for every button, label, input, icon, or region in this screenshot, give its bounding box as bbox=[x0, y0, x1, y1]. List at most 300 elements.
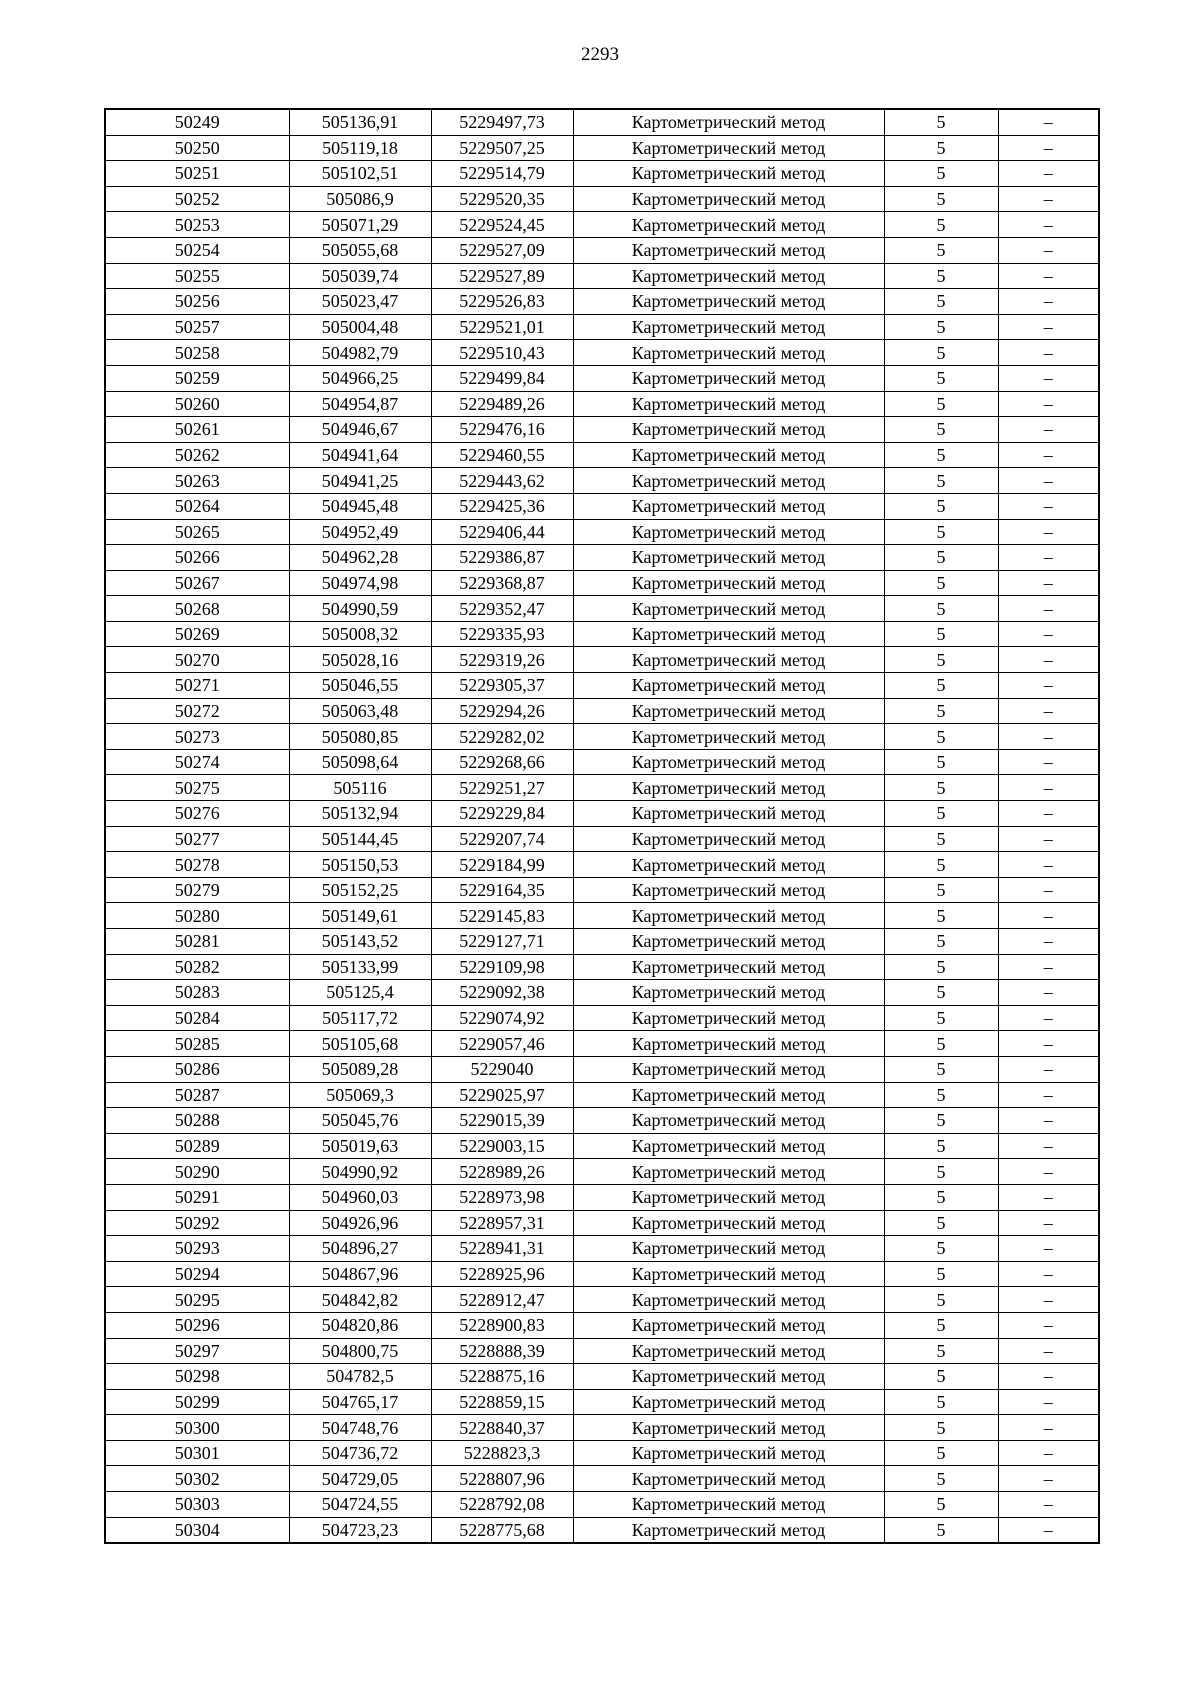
y-coordinate-cell: 5228900,83 bbox=[431, 1312, 573, 1338]
y-coordinate-cell: 5229520,35 bbox=[431, 186, 573, 212]
point-number-cell: 50291 bbox=[105, 1184, 289, 1210]
table-row bbox=[105, 1031, 1099, 1057]
accuracy-cell: 5 bbox=[884, 1517, 998, 1543]
point-number-cell: 50281 bbox=[105, 929, 289, 955]
table-row bbox=[105, 1184, 1099, 1210]
x-coordinate-cell: 504974,98 bbox=[289, 570, 431, 596]
x-coordinate-cell: 504990,59 bbox=[289, 596, 431, 622]
table-row bbox=[105, 1364, 1099, 1390]
accuracy-cell: 5 bbox=[884, 519, 998, 545]
point-number-cell: 50269 bbox=[105, 621, 289, 647]
description-cell: – bbox=[998, 1159, 1099, 1185]
point-number-cell: 50297 bbox=[105, 1338, 289, 1364]
point-number-cell: 50278 bbox=[105, 852, 289, 878]
table-row bbox=[105, 980, 1099, 1006]
x-coordinate-cell: 505133,99 bbox=[289, 954, 431, 980]
y-coordinate-cell: 5228807,96 bbox=[431, 1466, 573, 1492]
y-coordinate-cell: 5229040 bbox=[431, 1056, 573, 1082]
y-coordinate-cell: 5229305,37 bbox=[431, 673, 573, 699]
description-cell: – bbox=[998, 417, 1099, 443]
method-cell: Картометрический метод bbox=[573, 391, 884, 417]
method-cell: Картометрический метод bbox=[573, 1159, 884, 1185]
y-coordinate-cell: 5229521,01 bbox=[431, 314, 573, 340]
accuracy-cell: 5 bbox=[884, 391, 998, 417]
point-number-cell: 50286 bbox=[105, 1056, 289, 1082]
y-coordinate-cell: 5228775,68 bbox=[431, 1517, 573, 1543]
table-row bbox=[105, 519, 1099, 545]
table-row bbox=[105, 673, 1099, 699]
description-cell: – bbox=[998, 1031, 1099, 1057]
accuracy-cell: 5 bbox=[884, 1389, 998, 1415]
x-coordinate-cell: 505046,55 bbox=[289, 673, 431, 699]
point-number-cell: 50275 bbox=[105, 775, 289, 801]
point-number-cell: 50299 bbox=[105, 1389, 289, 1415]
description-cell: – bbox=[998, 1440, 1099, 1466]
description-cell: – bbox=[998, 493, 1099, 519]
accuracy-cell: 5 bbox=[884, 1082, 998, 1108]
x-coordinate-cell: 505143,52 bbox=[289, 929, 431, 955]
accuracy-cell: 5 bbox=[884, 1364, 998, 1390]
x-coordinate-cell: 504800,75 bbox=[289, 1338, 431, 1364]
table-row bbox=[105, 1312, 1099, 1338]
description-cell: – bbox=[998, 673, 1099, 699]
table-row bbox=[105, 135, 1099, 161]
method-cell: Картометрический метод bbox=[573, 493, 884, 519]
method-cell: Картометрический метод bbox=[573, 109, 884, 135]
method-cell: Картометрический метод bbox=[573, 749, 884, 775]
method-cell: Картометрический метод bbox=[573, 852, 884, 878]
accuracy-cell: 5 bbox=[884, 980, 998, 1006]
x-coordinate-cell: 504765,17 bbox=[289, 1389, 431, 1415]
x-coordinate-cell: 505045,76 bbox=[289, 1108, 431, 1134]
x-coordinate-cell: 504926,96 bbox=[289, 1210, 431, 1236]
table-row bbox=[105, 1440, 1099, 1466]
table-row bbox=[105, 929, 1099, 955]
accuracy-cell: 5 bbox=[884, 1261, 998, 1287]
method-cell: Картометрический метод bbox=[573, 1492, 884, 1518]
description-cell: – bbox=[998, 1133, 1099, 1159]
point-number-cell: 50261 bbox=[105, 417, 289, 443]
point-number-cell: 50295 bbox=[105, 1287, 289, 1313]
method-cell: Картометрический метод bbox=[573, 1466, 884, 1492]
accuracy-cell: 5 bbox=[884, 621, 998, 647]
y-coordinate-cell: 5229352,47 bbox=[431, 596, 573, 622]
point-number-cell: 50282 bbox=[105, 954, 289, 980]
accuracy-cell: 5 bbox=[884, 1287, 998, 1313]
y-coordinate-cell: 5228941,31 bbox=[431, 1236, 573, 1262]
accuracy-cell: 5 bbox=[884, 365, 998, 391]
table-row bbox=[105, 186, 1099, 212]
point-number-cell: 50254 bbox=[105, 237, 289, 263]
table-row bbox=[105, 749, 1099, 775]
method-cell: Картометрический метод bbox=[573, 1389, 884, 1415]
x-coordinate-cell: 504782,5 bbox=[289, 1364, 431, 1390]
accuracy-cell: 5 bbox=[884, 1005, 998, 1031]
point-number-cell: 50263 bbox=[105, 468, 289, 494]
x-coordinate-cell: 505055,68 bbox=[289, 237, 431, 263]
table-row bbox=[105, 1108, 1099, 1134]
accuracy-cell: 5 bbox=[884, 1415, 998, 1441]
point-number-cell: 50252 bbox=[105, 186, 289, 212]
accuracy-cell: 5 bbox=[884, 442, 998, 468]
accuracy-cell: 5 bbox=[884, 954, 998, 980]
description-cell: – bbox=[998, 1056, 1099, 1082]
accuracy-cell: 5 bbox=[884, 237, 998, 263]
method-cell: Картометрический метод bbox=[573, 314, 884, 340]
y-coordinate-cell: 5229145,83 bbox=[431, 903, 573, 929]
accuracy-cell: 5 bbox=[884, 647, 998, 673]
method-cell: Картометрический метод bbox=[573, 724, 884, 750]
x-coordinate-cell: 504729,05 bbox=[289, 1466, 431, 1492]
method-cell: Картометрический метод bbox=[573, 1031, 884, 1057]
y-coordinate-cell: 5228957,31 bbox=[431, 1210, 573, 1236]
point-number-cell: 50280 bbox=[105, 903, 289, 929]
accuracy-cell: 5 bbox=[884, 673, 998, 699]
x-coordinate-cell: 505019,63 bbox=[289, 1133, 431, 1159]
point-number-cell: 50253 bbox=[105, 212, 289, 238]
point-number-cell: 50272 bbox=[105, 698, 289, 724]
description-cell: – bbox=[998, 1108, 1099, 1134]
accuracy-cell: 5 bbox=[884, 1056, 998, 1082]
table-row bbox=[105, 647, 1099, 673]
point-number-cell: 50279 bbox=[105, 877, 289, 903]
table-row bbox=[105, 1133, 1099, 1159]
method-cell: Картометрический метод bbox=[573, 1440, 884, 1466]
x-coordinate-cell: 505098,64 bbox=[289, 749, 431, 775]
accuracy-cell: 5 bbox=[884, 775, 998, 801]
accuracy-cell: 5 bbox=[884, 801, 998, 827]
description-cell: – bbox=[998, 545, 1099, 571]
description-cell: – bbox=[998, 1492, 1099, 1518]
point-number-cell: 50270 bbox=[105, 647, 289, 673]
x-coordinate-cell: 505071,29 bbox=[289, 212, 431, 238]
method-cell: Картометрический метод bbox=[573, 954, 884, 980]
y-coordinate-cell: 5229229,84 bbox=[431, 801, 573, 827]
point-number-cell: 50273 bbox=[105, 724, 289, 750]
description-cell: – bbox=[998, 826, 1099, 852]
table-row bbox=[105, 314, 1099, 340]
y-coordinate-cell: 5229335,93 bbox=[431, 621, 573, 647]
table-row bbox=[105, 109, 1099, 135]
accuracy-cell: 5 bbox=[884, 314, 998, 340]
accuracy-cell: 5 bbox=[884, 724, 998, 750]
x-coordinate-cell: 505089,28 bbox=[289, 1056, 431, 1082]
description-cell: – bbox=[998, 1466, 1099, 1492]
method-cell: Картометрический метод bbox=[573, 1517, 884, 1543]
method-cell: Картометрический метод bbox=[573, 212, 884, 238]
method-cell: Картометрический метод bbox=[573, 186, 884, 212]
table-row bbox=[105, 698, 1099, 724]
point-number-cell: 50249 bbox=[105, 109, 289, 135]
table-row bbox=[105, 263, 1099, 289]
x-coordinate-cell: 505144,45 bbox=[289, 826, 431, 852]
accuracy-cell: 5 bbox=[884, 1133, 998, 1159]
method-cell: Картометрический метод bbox=[573, 1108, 884, 1134]
y-coordinate-cell: 5229092,38 bbox=[431, 980, 573, 1006]
y-coordinate-cell: 5229015,39 bbox=[431, 1108, 573, 1134]
y-coordinate-cell: 5229282,02 bbox=[431, 724, 573, 750]
table-row bbox=[105, 1236, 1099, 1262]
table-row bbox=[105, 391, 1099, 417]
method-cell: Картометрический метод bbox=[573, 1236, 884, 1262]
description-cell: – bbox=[998, 929, 1099, 955]
method-cell: Картометрический метод bbox=[573, 340, 884, 366]
x-coordinate-cell: 505132,94 bbox=[289, 801, 431, 827]
y-coordinate-cell: 5228823,3 bbox=[431, 1440, 573, 1466]
method-cell: Картометрический метод bbox=[573, 1261, 884, 1287]
method-cell: Картометрический метод bbox=[573, 545, 884, 571]
point-number-cell: 50289 bbox=[105, 1133, 289, 1159]
accuracy-cell: 5 bbox=[884, 1184, 998, 1210]
accuracy-cell: 5 bbox=[884, 903, 998, 929]
x-coordinate-cell: 504820,86 bbox=[289, 1312, 431, 1338]
description-cell: – bbox=[998, 1236, 1099, 1262]
description-cell: – bbox=[998, 161, 1099, 187]
point-number-cell: 50267 bbox=[105, 570, 289, 596]
method-cell: Картометрический метод bbox=[573, 263, 884, 289]
method-cell: Картометрический метод bbox=[573, 1210, 884, 1236]
table-row bbox=[105, 237, 1099, 263]
description-cell: – bbox=[998, 621, 1099, 647]
method-cell: Картометрический метод bbox=[573, 903, 884, 929]
point-number-cell: 50284 bbox=[105, 1005, 289, 1031]
table-row bbox=[105, 365, 1099, 391]
table-row bbox=[105, 1287, 1099, 1313]
method-cell: Картометрический метод bbox=[573, 1133, 884, 1159]
method-cell: Картометрический метод bbox=[573, 519, 884, 545]
accuracy-cell: 5 bbox=[884, 493, 998, 519]
point-number-cell: 50283 bbox=[105, 980, 289, 1006]
x-coordinate-cell: 505028,16 bbox=[289, 647, 431, 673]
x-coordinate-cell: 505023,47 bbox=[289, 289, 431, 315]
table-row bbox=[105, 852, 1099, 878]
method-cell: Картометрический метод bbox=[573, 442, 884, 468]
table-row bbox=[105, 621, 1099, 647]
table-row bbox=[105, 212, 1099, 238]
page-number: 2293 bbox=[581, 44, 619, 65]
accuracy-cell: 5 bbox=[884, 1492, 998, 1518]
y-coordinate-cell: 5229109,98 bbox=[431, 954, 573, 980]
table-row bbox=[105, 954, 1099, 980]
y-coordinate-cell: 5229514,79 bbox=[431, 161, 573, 187]
y-coordinate-cell: 5229003,15 bbox=[431, 1133, 573, 1159]
point-number-cell: 50304 bbox=[105, 1517, 289, 1543]
table-row bbox=[105, 1005, 1099, 1031]
accuracy-cell: 5 bbox=[884, 1159, 998, 1185]
point-number-cell: 50300 bbox=[105, 1415, 289, 1441]
accuracy-cell: 5 bbox=[884, 1466, 998, 1492]
x-coordinate-cell: 504842,82 bbox=[289, 1287, 431, 1313]
point-number-cell: 50285 bbox=[105, 1031, 289, 1057]
x-coordinate-cell: 505149,61 bbox=[289, 903, 431, 929]
x-coordinate-cell: 505080,85 bbox=[289, 724, 431, 750]
y-coordinate-cell: 5229507,25 bbox=[431, 135, 573, 161]
point-number-cell: 50251 bbox=[105, 161, 289, 187]
description-cell: – bbox=[998, 135, 1099, 161]
x-coordinate-cell: 504896,27 bbox=[289, 1236, 431, 1262]
description-cell: – bbox=[998, 212, 1099, 238]
y-coordinate-cell: 5228859,15 bbox=[431, 1389, 573, 1415]
x-coordinate-cell: 505004,48 bbox=[289, 314, 431, 340]
point-number-cell: 50259 bbox=[105, 365, 289, 391]
accuracy-cell: 5 bbox=[884, 877, 998, 903]
x-coordinate-cell: 504982,79 bbox=[289, 340, 431, 366]
description-cell: – bbox=[998, 519, 1099, 545]
method-cell: Картометрический метод bbox=[573, 135, 884, 161]
description-cell: – bbox=[998, 596, 1099, 622]
description-cell: – bbox=[998, 980, 1099, 1006]
point-number-cell: 50260 bbox=[105, 391, 289, 417]
table-row bbox=[105, 903, 1099, 929]
y-coordinate-cell: 5228888,39 bbox=[431, 1338, 573, 1364]
accuracy-cell: 5 bbox=[884, 1031, 998, 1057]
accuracy-cell: 5 bbox=[884, 929, 998, 955]
point-number-cell: 50268 bbox=[105, 596, 289, 622]
y-coordinate-cell: 5228875,16 bbox=[431, 1364, 573, 1390]
x-coordinate-cell: 505039,74 bbox=[289, 263, 431, 289]
y-coordinate-cell: 5229057,46 bbox=[431, 1031, 573, 1057]
accuracy-cell: 5 bbox=[884, 749, 998, 775]
accuracy-cell: 5 bbox=[884, 468, 998, 494]
description-cell: – bbox=[998, 698, 1099, 724]
accuracy-cell: 5 bbox=[884, 212, 998, 238]
y-coordinate-cell: 5229527,89 bbox=[431, 263, 573, 289]
method-cell: Картометрический метод bbox=[573, 801, 884, 827]
table-row bbox=[105, 545, 1099, 571]
y-coordinate-cell: 5228840,37 bbox=[431, 1415, 573, 1441]
description-cell: – bbox=[998, 186, 1099, 212]
y-coordinate-cell: 5229268,66 bbox=[431, 749, 573, 775]
accuracy-cell: 5 bbox=[884, 263, 998, 289]
accuracy-cell: 5 bbox=[884, 1440, 998, 1466]
x-coordinate-cell: 504748,76 bbox=[289, 1415, 431, 1441]
table-row bbox=[105, 1056, 1099, 1082]
accuracy-cell: 5 bbox=[884, 340, 998, 366]
x-coordinate-cell: 505125,4 bbox=[289, 980, 431, 1006]
table-row bbox=[105, 1210, 1099, 1236]
y-coordinate-cell: 5229497,73 bbox=[431, 109, 573, 135]
x-coordinate-cell: 504736,72 bbox=[289, 1440, 431, 1466]
description-cell: – bbox=[998, 442, 1099, 468]
x-coordinate-cell: 504990,92 bbox=[289, 1159, 431, 1185]
y-coordinate-cell: 5229425,36 bbox=[431, 493, 573, 519]
description-cell: – bbox=[998, 289, 1099, 315]
description-cell: – bbox=[998, 1415, 1099, 1441]
accuracy-cell: 5 bbox=[884, 1210, 998, 1236]
y-coordinate-cell: 5229184,99 bbox=[431, 852, 573, 878]
method-cell: Картометрический метод bbox=[573, 826, 884, 852]
y-coordinate-cell: 5229251,27 bbox=[431, 775, 573, 801]
point-number-cell: 50266 bbox=[105, 545, 289, 571]
point-number-cell: 50264 bbox=[105, 493, 289, 519]
method-cell: Картометрический метод bbox=[573, 596, 884, 622]
y-coordinate-cell: 5229368,87 bbox=[431, 570, 573, 596]
y-coordinate-cell: 5229443,62 bbox=[431, 468, 573, 494]
point-number-cell: 50250 bbox=[105, 135, 289, 161]
x-coordinate-cell: 504867,96 bbox=[289, 1261, 431, 1287]
description-cell: – bbox=[998, 1364, 1099, 1390]
method-cell: Картометрический метод bbox=[573, 1312, 884, 1338]
x-coordinate-cell: 504962,28 bbox=[289, 545, 431, 571]
x-coordinate-cell: 504966,25 bbox=[289, 365, 431, 391]
point-number-cell: 50255 bbox=[105, 263, 289, 289]
method-cell: Картометрический метод bbox=[573, 1082, 884, 1108]
method-cell: Картометрический метод bbox=[573, 161, 884, 187]
method-cell: Картометрический метод bbox=[573, 468, 884, 494]
description-cell: – bbox=[998, 877, 1099, 903]
point-number-cell: 50262 bbox=[105, 442, 289, 468]
table-row bbox=[105, 468, 1099, 494]
table-row bbox=[105, 1082, 1099, 1108]
accuracy-cell: 5 bbox=[884, 161, 998, 187]
x-coordinate-cell: 504941,64 bbox=[289, 442, 431, 468]
x-coordinate-cell: 505086,9 bbox=[289, 186, 431, 212]
table-row bbox=[105, 1338, 1099, 1364]
point-number-cell: 50258 bbox=[105, 340, 289, 366]
description-cell: – bbox=[998, 903, 1099, 929]
table-row bbox=[105, 1389, 1099, 1415]
description-cell: – bbox=[998, 954, 1099, 980]
x-coordinate-cell: 505136,91 bbox=[289, 109, 431, 135]
description-cell: – bbox=[998, 109, 1099, 135]
y-coordinate-cell: 5229074,92 bbox=[431, 1005, 573, 1031]
table-row bbox=[105, 724, 1099, 750]
description-cell: – bbox=[998, 314, 1099, 340]
x-coordinate-cell: 504960,03 bbox=[289, 1184, 431, 1210]
point-number-cell: 50302 bbox=[105, 1466, 289, 1492]
description-cell: – bbox=[998, 1338, 1099, 1364]
table-row bbox=[105, 340, 1099, 366]
y-coordinate-cell: 5229406,44 bbox=[431, 519, 573, 545]
method-cell: Картометрический метод bbox=[573, 1056, 884, 1082]
x-coordinate-cell: 505152,25 bbox=[289, 877, 431, 903]
point-number-cell: 50256 bbox=[105, 289, 289, 315]
table-row bbox=[105, 1466, 1099, 1492]
description-cell: – bbox=[998, 365, 1099, 391]
description-cell: – bbox=[998, 340, 1099, 366]
method-cell: Картометрический метод bbox=[573, 289, 884, 315]
point-number-cell: 50292 bbox=[105, 1210, 289, 1236]
method-cell: Картометрический метод bbox=[573, 1415, 884, 1441]
description-cell: – bbox=[998, 852, 1099, 878]
description-cell: – bbox=[998, 1005, 1099, 1031]
y-coordinate-cell: 5229526,83 bbox=[431, 289, 573, 315]
x-coordinate-cell: 505008,32 bbox=[289, 621, 431, 647]
x-coordinate-cell: 505069,3 bbox=[289, 1082, 431, 1108]
description-cell: – bbox=[998, 237, 1099, 263]
y-coordinate-cell: 5229294,26 bbox=[431, 698, 573, 724]
table-row bbox=[105, 570, 1099, 596]
x-coordinate-cell: 505117,72 bbox=[289, 1005, 431, 1031]
accuracy-cell: 5 bbox=[884, 1108, 998, 1134]
description-cell: – bbox=[998, 1082, 1099, 1108]
description-cell: – bbox=[998, 570, 1099, 596]
method-cell: Картометрический метод bbox=[573, 877, 884, 903]
point-number-cell: 50294 bbox=[105, 1261, 289, 1287]
method-cell: Картометрический метод bbox=[573, 570, 884, 596]
y-coordinate-cell: 5229510,43 bbox=[431, 340, 573, 366]
point-number-cell: 50296 bbox=[105, 1312, 289, 1338]
table-row bbox=[105, 1517, 1099, 1543]
point-number-cell: 50277 bbox=[105, 826, 289, 852]
y-coordinate-cell: 5228973,98 bbox=[431, 1184, 573, 1210]
y-coordinate-cell: 5229524,45 bbox=[431, 212, 573, 238]
y-coordinate-cell: 5229319,26 bbox=[431, 647, 573, 673]
point-number-cell: 50271 bbox=[105, 673, 289, 699]
x-coordinate-cell: 505116 bbox=[289, 775, 431, 801]
accuracy-cell: 5 bbox=[884, 826, 998, 852]
accuracy-cell: 5 bbox=[884, 135, 998, 161]
